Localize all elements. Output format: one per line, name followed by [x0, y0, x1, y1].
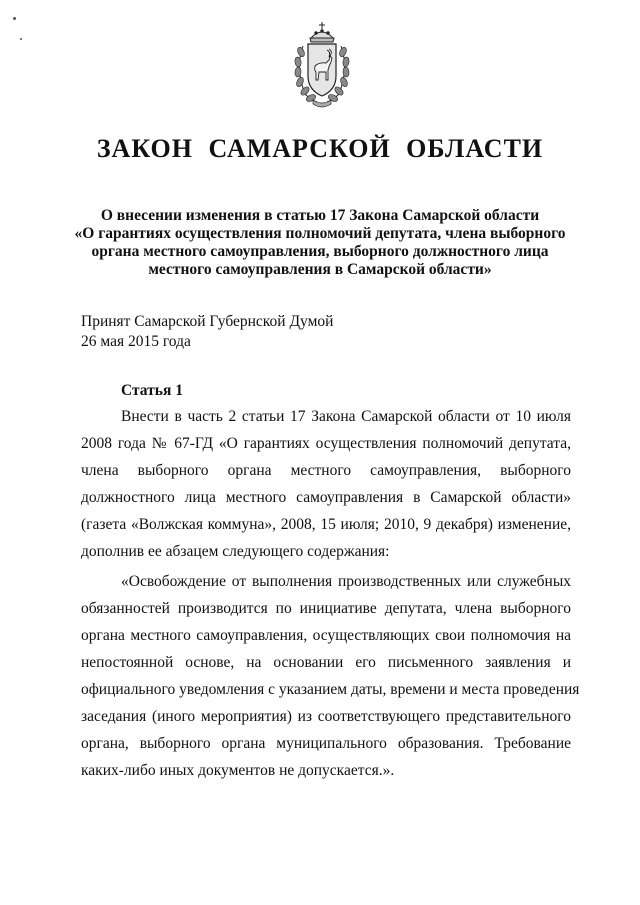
paragraph-line: обязанностей производится по инициативе депутата, члена выборного: [81, 600, 571, 617]
subject-line: О внесении изменения в статью 17 Закона Самарской области: [100, 207, 540, 224]
paragraph-line: дополнив ее абзацем следующего содержания:: [81, 543, 390, 560]
subject-line: «О гарантиях осуществления полномочий депутата, члена выборного: [74, 225, 566, 242]
scan-speck: [20, 38, 22, 40]
paragraph-line: органа, выборного органа муниципального образования. Требование: [81, 735, 571, 752]
adoption-date-line: 26 мая 2015 года: [81, 333, 191, 350]
paragraph-line: заседания (иного мероприятия) из соответствующего представительного: [81, 708, 571, 725]
article-heading: Статья 1: [121, 382, 183, 399]
paragraph-line: (газета «Волжская коммуна», 2008, 15 июля; 2010, 9 декабря) изменение,: [81, 516, 571, 533]
paragraph-line: каких-либо иных документов не допускается.».: [81, 762, 395, 779]
subject-line: местного самоуправления в Самарской области»: [148, 261, 492, 278]
subject-line: органа местного самоуправления, выборного должностного лица: [91, 243, 549, 260]
paragraph-line: официального уведомления с указанием даты, времени и места проведения: [81, 681, 580, 698]
adoption-body-line: Принят Самарской Губернской Думой: [81, 313, 334, 330]
paragraph-line: «Освобождение от выполнения производственных или служебных: [121, 573, 571, 590]
scan-speck: [13, 17, 16, 20]
article-paragraph-2: [81, 568, 580, 784]
paragraph-line: должностного лица местного самоуправления в Самарской области»: [81, 489, 571, 506]
law-title: ЗАКОН САМАРСКОЙ ОБЛАСТИ: [96, 134, 544, 163]
crown-icon: [310, 22, 334, 42]
law-subject: [60, 207, 580, 279]
article-paragraph-1: [81, 403, 571, 565]
paragraph-line: Внести в часть 2 статьи 17 Закона Самарской области от 10 июля: [121, 408, 571, 425]
paragraph-line: 2008 года № 67-ГД «О гарантиях осуществления полномочий депутата,: [81, 435, 571, 452]
paragraph-line: органа местного самоуправления, осуществляющих свои полномочия на: [81, 627, 571, 644]
paragraph-line: члена выборного органа местного самоуправления, выборного: [81, 462, 571, 479]
adoption-info: [81, 312, 333, 352]
paragraph-line: непостоянной основе, на основании его письменного заявления и: [81, 654, 571, 671]
coat-of-arms-emblem: [289, 20, 355, 110]
